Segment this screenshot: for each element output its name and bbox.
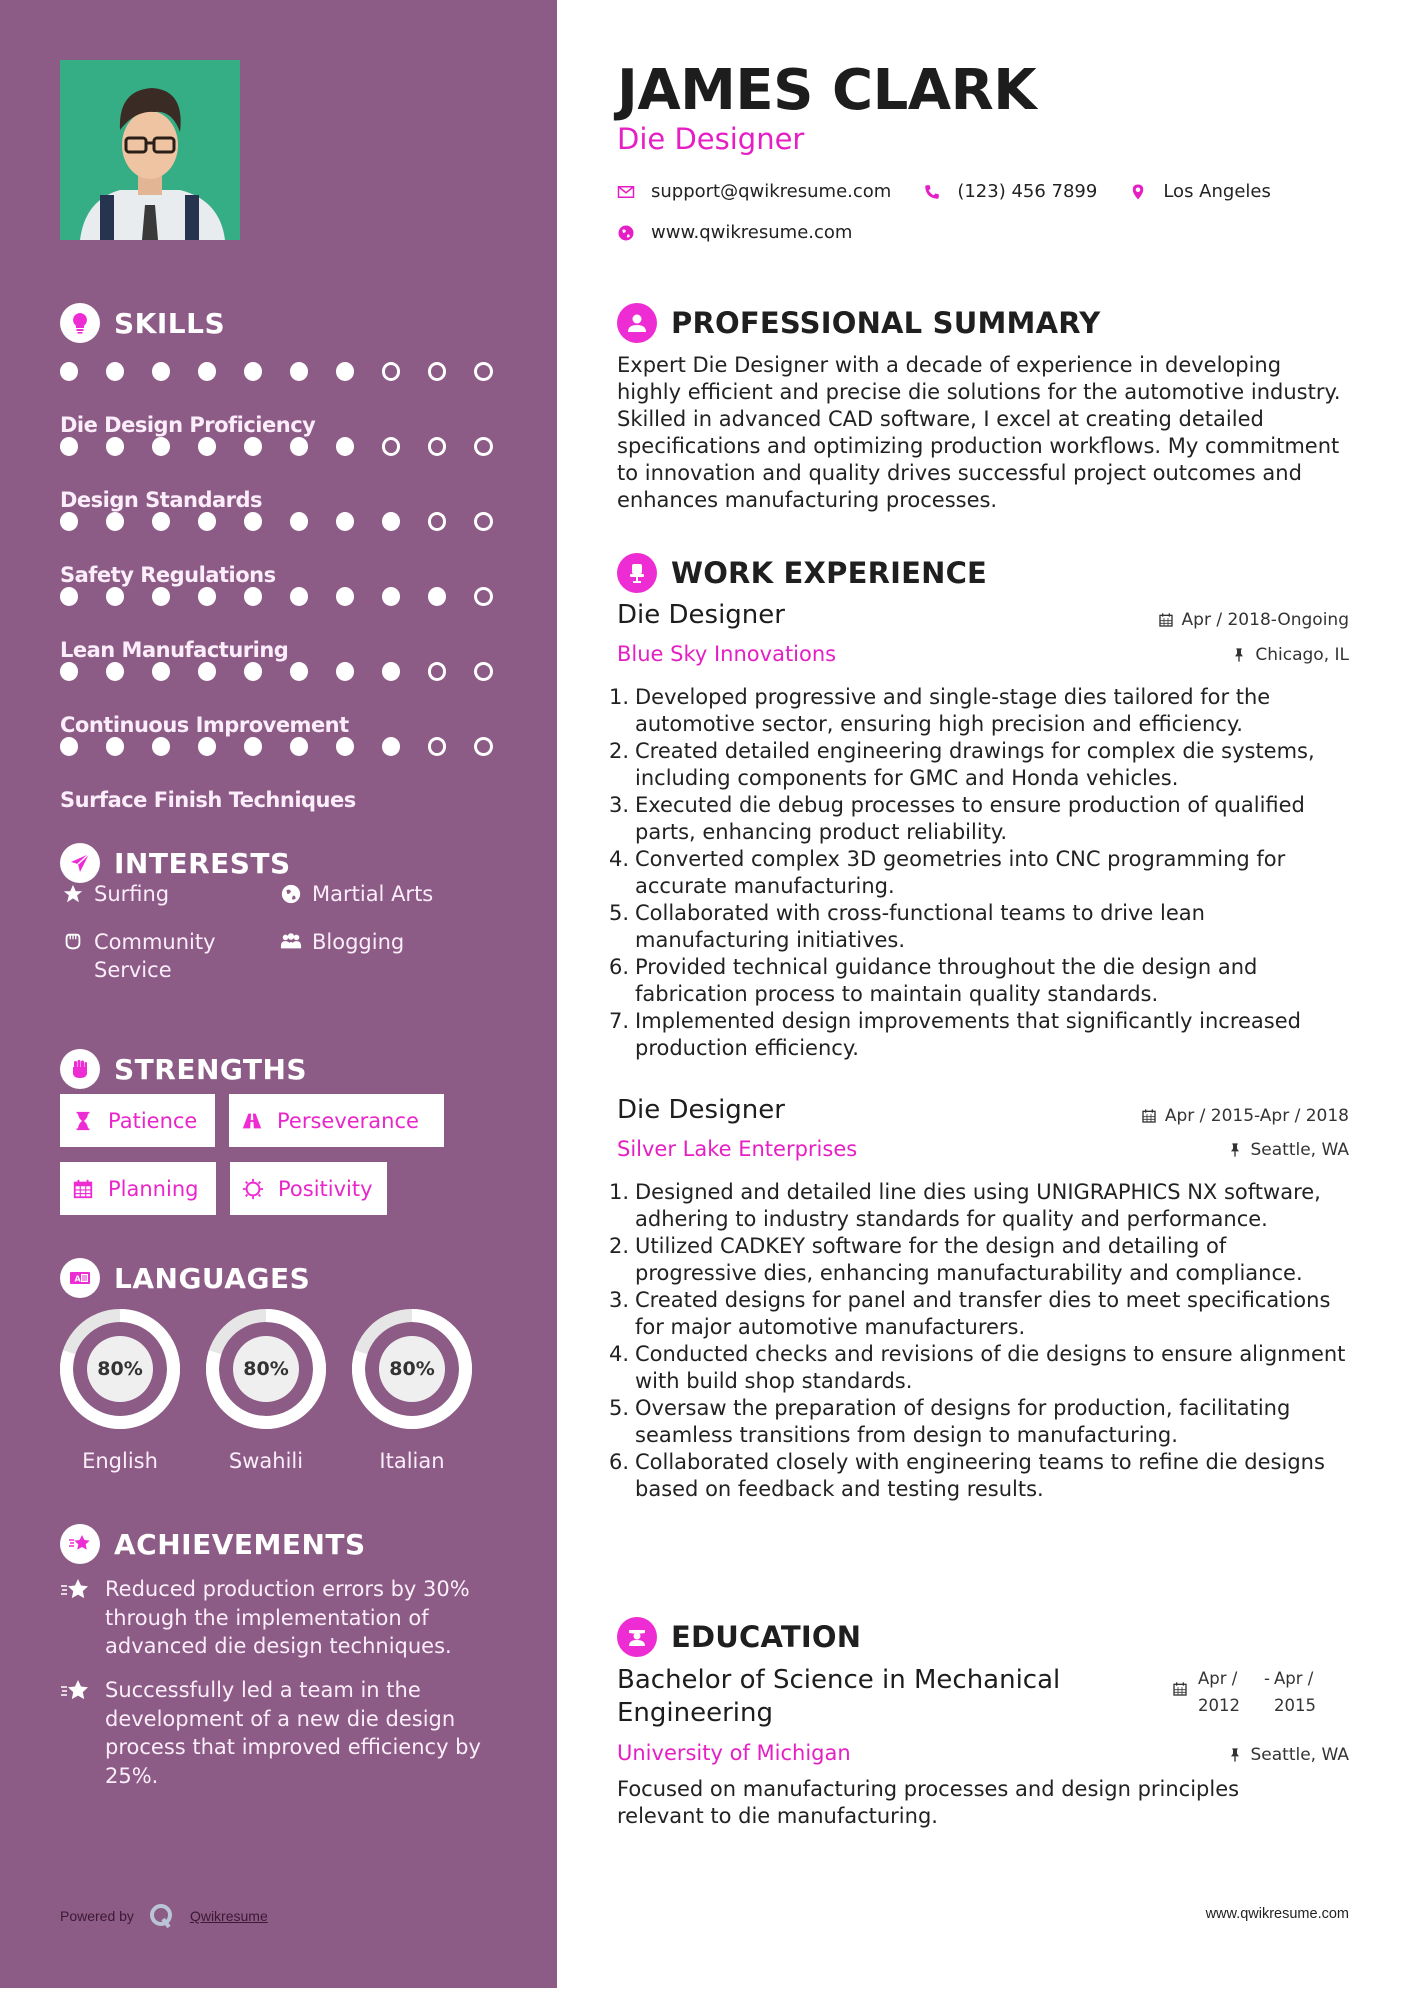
qwikresume-logo-icon <box>148 1902 176 1930</box>
skill-name: Design Standards <box>60 488 263 512</box>
skill-rating <box>60 362 520 381</box>
skill-name: Die Design Proficiency <box>60 413 316 437</box>
pushpin-icon <box>1231 647 1247 663</box>
rating-dot-filled <box>198 437 216 456</box>
rating-dot-filled <box>244 437 262 456</box>
skill-name: Surface Finish Techniques <box>60 788 356 812</box>
hand-icon <box>60 928 86 984</box>
bullet-item: 6. Collaborated closely with engineering teams to refine die designs based on feedback and testing results. <box>609 1450 1325 1501</box>
skill-item <box>60 352 520 437</box>
rating-dot-filled <box>244 587 262 606</box>
skill-name: Continuous Improvement <box>60 713 349 737</box>
strength-chip: Planning <box>60 1162 216 1215</box>
rating-dot-filled <box>152 512 170 531</box>
contact-location: Los Angeles <box>1163 181 1271 202</box>
strength-chip: Positivity <box>230 1162 387 1215</box>
contact-row <box>617 222 852 243</box>
rating-dot-filled <box>106 512 124 531</box>
candidate-name: JAMES CLARK <box>617 58 1037 123</box>
rating-dot-filled <box>60 737 78 756</box>
powered-by: Powered by Qwikresume <box>60 1902 268 1930</box>
language-progress-ring: 80% <box>58 1307 182 1431</box>
users-icon <box>278 928 304 956</box>
language-item: 80% English <box>58 1307 182 1473</box>
skill-name: Lean Manufacturing <box>60 638 289 662</box>
pushpin-icon <box>1227 1747 1243 1763</box>
rating-dot-filled <box>336 437 354 456</box>
rating-dot-filled <box>382 662 400 681</box>
map-pin-icon <box>1129 183 1147 201</box>
rating-dot-filled <box>336 362 354 381</box>
calendar-icon <box>72 1178 94 1200</box>
bullet-item: 4. Converted complex 3D geometries into CNC programming for accurate manufacturing. <box>609 847 1286 898</box>
job-dates: Apr / 2015-Apr / 2018 <box>1141 1106 1349 1126</box>
bullet-item: 5. Oversaw the preparation of designs for production, facilitating seamless transitions from design to manufacturing. <box>609 1396 1291 1447</box>
globe-icon <box>617 224 635 242</box>
achievements-header <box>60 1524 366 1564</box>
rating-dot-empty <box>474 437 493 456</box>
rating-dot-empty <box>474 362 493 381</box>
rating-dot-filled <box>152 437 170 456</box>
graduate-icon <box>617 1617 657 1657</box>
calendar-icon <box>1158 612 1174 628</box>
achievement-item: Successfully led a team in the development of a new die design process that improved efficiency by 25%. <box>60 1676 520 1790</box>
job-location: Chicago, IL <box>1231 645 1349 665</box>
rating-dot-filled <box>106 437 124 456</box>
rating-dot-filled <box>290 587 308 606</box>
bullet-item: 6. Provided technical guidance throughout the die design and fabrication process to maintain quality standards. <box>609 955 1258 1006</box>
rating-dot-filled <box>152 662 170 681</box>
interests-header <box>60 843 291 883</box>
rating-dot-filled <box>382 737 400 756</box>
rating-dot-filled <box>60 512 78 531</box>
rating-dot-filled <box>106 362 124 381</box>
rating-dot-filled <box>106 587 124 606</box>
section-title: WORK EXPERIENCE <box>671 556 988 590</box>
bullet-item: 5. Collaborated with cross-functional teams to drive lean manufacturing initiatives. <box>609 901 1205 952</box>
rating-dot-empty <box>382 437 401 456</box>
contact-website[interactable]: www.qwikresume.com <box>651 222 853 243</box>
rating-dot-filled <box>60 587 78 606</box>
hourglass-icon <box>72 1110 94 1132</box>
skill-rating <box>60 437 520 456</box>
achievement-item: Reduced production errors by 30% through the implementation of advanced die design techniques. <box>60 1575 520 1661</box>
degree-title: Bachelor of Science in Mechanical Engineering <box>617 1665 1061 1728</box>
envelope-icon <box>617 183 635 201</box>
skill-rating <box>60 587 520 606</box>
skill-item <box>60 502 520 587</box>
skill-item <box>60 427 520 512</box>
rating-dot-filled <box>290 512 308 531</box>
strength-chip: Perseverance <box>229 1094 444 1147</box>
job-dates: Apr / 2018-Ongoing <box>1158 610 1349 630</box>
rating-dot-filled <box>428 587 446 606</box>
contact-row <box>617 181 1271 202</box>
education-description: Focused on manufacturing processes and design principles relevant to die manufacturing. <box>617 1777 1240 1828</box>
shooting-star-icon <box>60 1575 94 1661</box>
rating-dot-filled <box>382 512 400 531</box>
job-title: Die Designer <box>617 600 785 630</box>
bullet-item: 3. Executed die debug processes to ensure production of qualified parts, enhancing product reliability. <box>609 793 1305 844</box>
rating-dot-filled <box>198 362 216 381</box>
job-location: Seattle, WA <box>1227 1140 1350 1160</box>
rating-dot-empty <box>382 362 401 381</box>
office-chair-icon <box>617 553 657 593</box>
summary-header <box>617 303 1100 343</box>
interest-item: Blogging <box>278 928 404 956</box>
lightbulb-icon <box>60 303 100 343</box>
rating-dot-filled <box>198 662 216 681</box>
skill-rating <box>60 662 520 681</box>
candidate-role: Die Designer <box>617 122 805 156</box>
rating-dot-filled <box>290 737 308 756</box>
language-item: 80% Swahili <box>204 1307 328 1473</box>
rating-dot-empty <box>474 512 493 531</box>
translate-icon <box>60 1258 100 1298</box>
sun-icon <box>242 1178 264 1200</box>
rating-dot-filled <box>244 512 262 531</box>
job-bullets <box>609 1179 1349 1503</box>
paper-plane-icon <box>60 843 100 883</box>
rating-dot-empty <box>474 662 493 681</box>
rating-dot-filled <box>290 362 308 381</box>
job-title: Die Designer <box>617 1095 785 1125</box>
road-icon <box>241 1110 263 1132</box>
skills-header <box>60 303 225 343</box>
rating-dot-filled <box>382 587 400 606</box>
rating-dot-filled <box>152 587 170 606</box>
skill-rating <box>60 512 520 531</box>
languages-header <box>60 1258 310 1298</box>
fist-icon <box>60 1049 100 1089</box>
calendar-icon <box>1172 1681 1188 1697</box>
pushpin-icon <box>1227 1142 1243 1158</box>
summary-text: Expert Die Designer with a decade of experience in developing highly efficient and precise die solutions for the automotive industry. Skilled in advanced CAD software, I excel at creating detailed specifications and optimizing production workflows. My commitment to innovation and quality drives successful project outcomes and enhances manufacturing processes. <box>617 353 1341 512</box>
interest-item: Community Service <box>60 928 260 984</box>
rating-dot-filled <box>290 437 308 456</box>
section-title: PROFESSIONAL SUMMARY <box>671 306 1101 340</box>
rating-dot-filled <box>336 662 354 681</box>
skill-item <box>60 577 520 662</box>
bullet-item: 2. Created detailed engineering drawings for complex die systems, including components for GMC and Honda vehicles. <box>609 739 1315 790</box>
globe-icon <box>278 880 304 908</box>
language-progress-ring: 80% <box>204 1307 328 1431</box>
skill-item <box>60 727 520 812</box>
job-bullets <box>609 684 1349 1062</box>
section-title: INTERESTS <box>114 846 291 880</box>
phone-icon <box>923 183 941 201</box>
bullet-item: 2. Utilized CADKEY software for the design and detailing of progressive dies, enhancing manufacturability and compliance. <box>609 1234 1303 1285</box>
profile-photo <box>60 60 240 240</box>
experience-header <box>617 553 987 593</box>
section-title: LANGUAGES <box>114 1261 311 1295</box>
qwikresume-link[interactable]: Qwikresume <box>189 1908 268 1924</box>
education-dates: Apr / 2012 - Apr / 2015 <box>1172 1665 1324 1719</box>
rating-dot-empty <box>428 662 447 681</box>
bullet-item: 4. Conducted checks and revisions of die designs to ensure alignment with build shop standards. <box>609 1342 1346 1393</box>
section-title: STRENGTHS <box>114 1052 308 1086</box>
rating-dot-filled <box>152 737 170 756</box>
sidebar <box>0 0 557 1988</box>
person-photo-icon <box>60 60 240 240</box>
rating-dot-filled <box>244 362 262 381</box>
rating-dot-filled <box>106 662 124 681</box>
rating-dot-filled <box>198 737 216 756</box>
rating-dot-empty <box>474 737 493 756</box>
shooting-star-icon <box>60 1676 94 1790</box>
rating-dot-filled <box>106 737 124 756</box>
section-title: ACHIEVEMENTS <box>114 1527 366 1561</box>
school-name: University of Michigan <box>617 1741 851 1765</box>
rating-dot-empty <box>428 362 447 381</box>
rating-dot-filled <box>60 362 78 381</box>
contact-email[interactable]: support@qwikresume.com <box>651 181 892 202</box>
rating-dot-filled <box>152 362 170 381</box>
language-item: 80% Italian <box>350 1307 474 1473</box>
interest-item: Surfing <box>60 880 169 908</box>
rating-dot-filled <box>336 587 354 606</box>
skill-rating <box>60 737 520 756</box>
skill-name: Safety Regulations <box>60 563 276 587</box>
rating-dot-filled <box>336 512 354 531</box>
rating-dot-filled <box>60 662 78 681</box>
company-name: Blue Sky Innovations <box>617 642 837 666</box>
strength-chip: Patience <box>60 1094 215 1147</box>
bullet-item: 7. Implemented design improvements that significantly increased production efficiency. <box>609 1009 1301 1060</box>
rating-dot-empty <box>474 587 493 606</box>
bullet-item: 3. Created designs for panel and transfer dies to meet specifications for major automotive manufacturers. <box>609 1288 1331 1339</box>
rating-dot-empty <box>428 737 447 756</box>
rating-dot-filled <box>290 662 308 681</box>
bullet-item: 1. Designed and detailed line dies using UNIGRAPHICS NX software, adhering to industry standards for quality and performance. <box>609 1180 1321 1231</box>
language-progress-ring: 80% <box>350 1307 474 1431</box>
user-icon <box>617 303 657 343</box>
section-title: EDUCATION <box>671 1620 862 1654</box>
rating-dot-filled <box>60 437 78 456</box>
company-name: Silver Lake Enterprises <box>617 1137 858 1161</box>
rating-dot-empty <box>428 512 447 531</box>
rating-dot-filled <box>336 737 354 756</box>
bullet-item: 1. Developed progressive and single-stage dies tailored for the automotive sector, ensuring high precision and efficiency. <box>609 685 1271 736</box>
rating-dot-filled <box>198 512 216 531</box>
education-location: Seattle, WA <box>1227 1745 1350 1765</box>
star-icon <box>60 880 86 908</box>
strengths-header <box>60 1049 307 1089</box>
rating-dot-filled <box>244 662 262 681</box>
rating-dot-filled <box>198 587 216 606</box>
education-header <box>617 1617 861 1657</box>
section-title: SKILLS <box>114 306 226 340</box>
rating-dot-empty <box>428 437 447 456</box>
skill-item <box>60 652 520 737</box>
calendar-icon <box>1141 1108 1157 1124</box>
shooting-star-icon <box>60 1524 100 1564</box>
rating-dot-filled <box>244 737 262 756</box>
footer-website[interactable]: www.qwikresume.com <box>1205 1906 1349 1922</box>
svg-text:A: A <box>74 1274 81 1284</box>
interest-item: Martial Arts <box>278 880 433 908</box>
contact-phone: (123) 456 7899 <box>957 181 1098 202</box>
